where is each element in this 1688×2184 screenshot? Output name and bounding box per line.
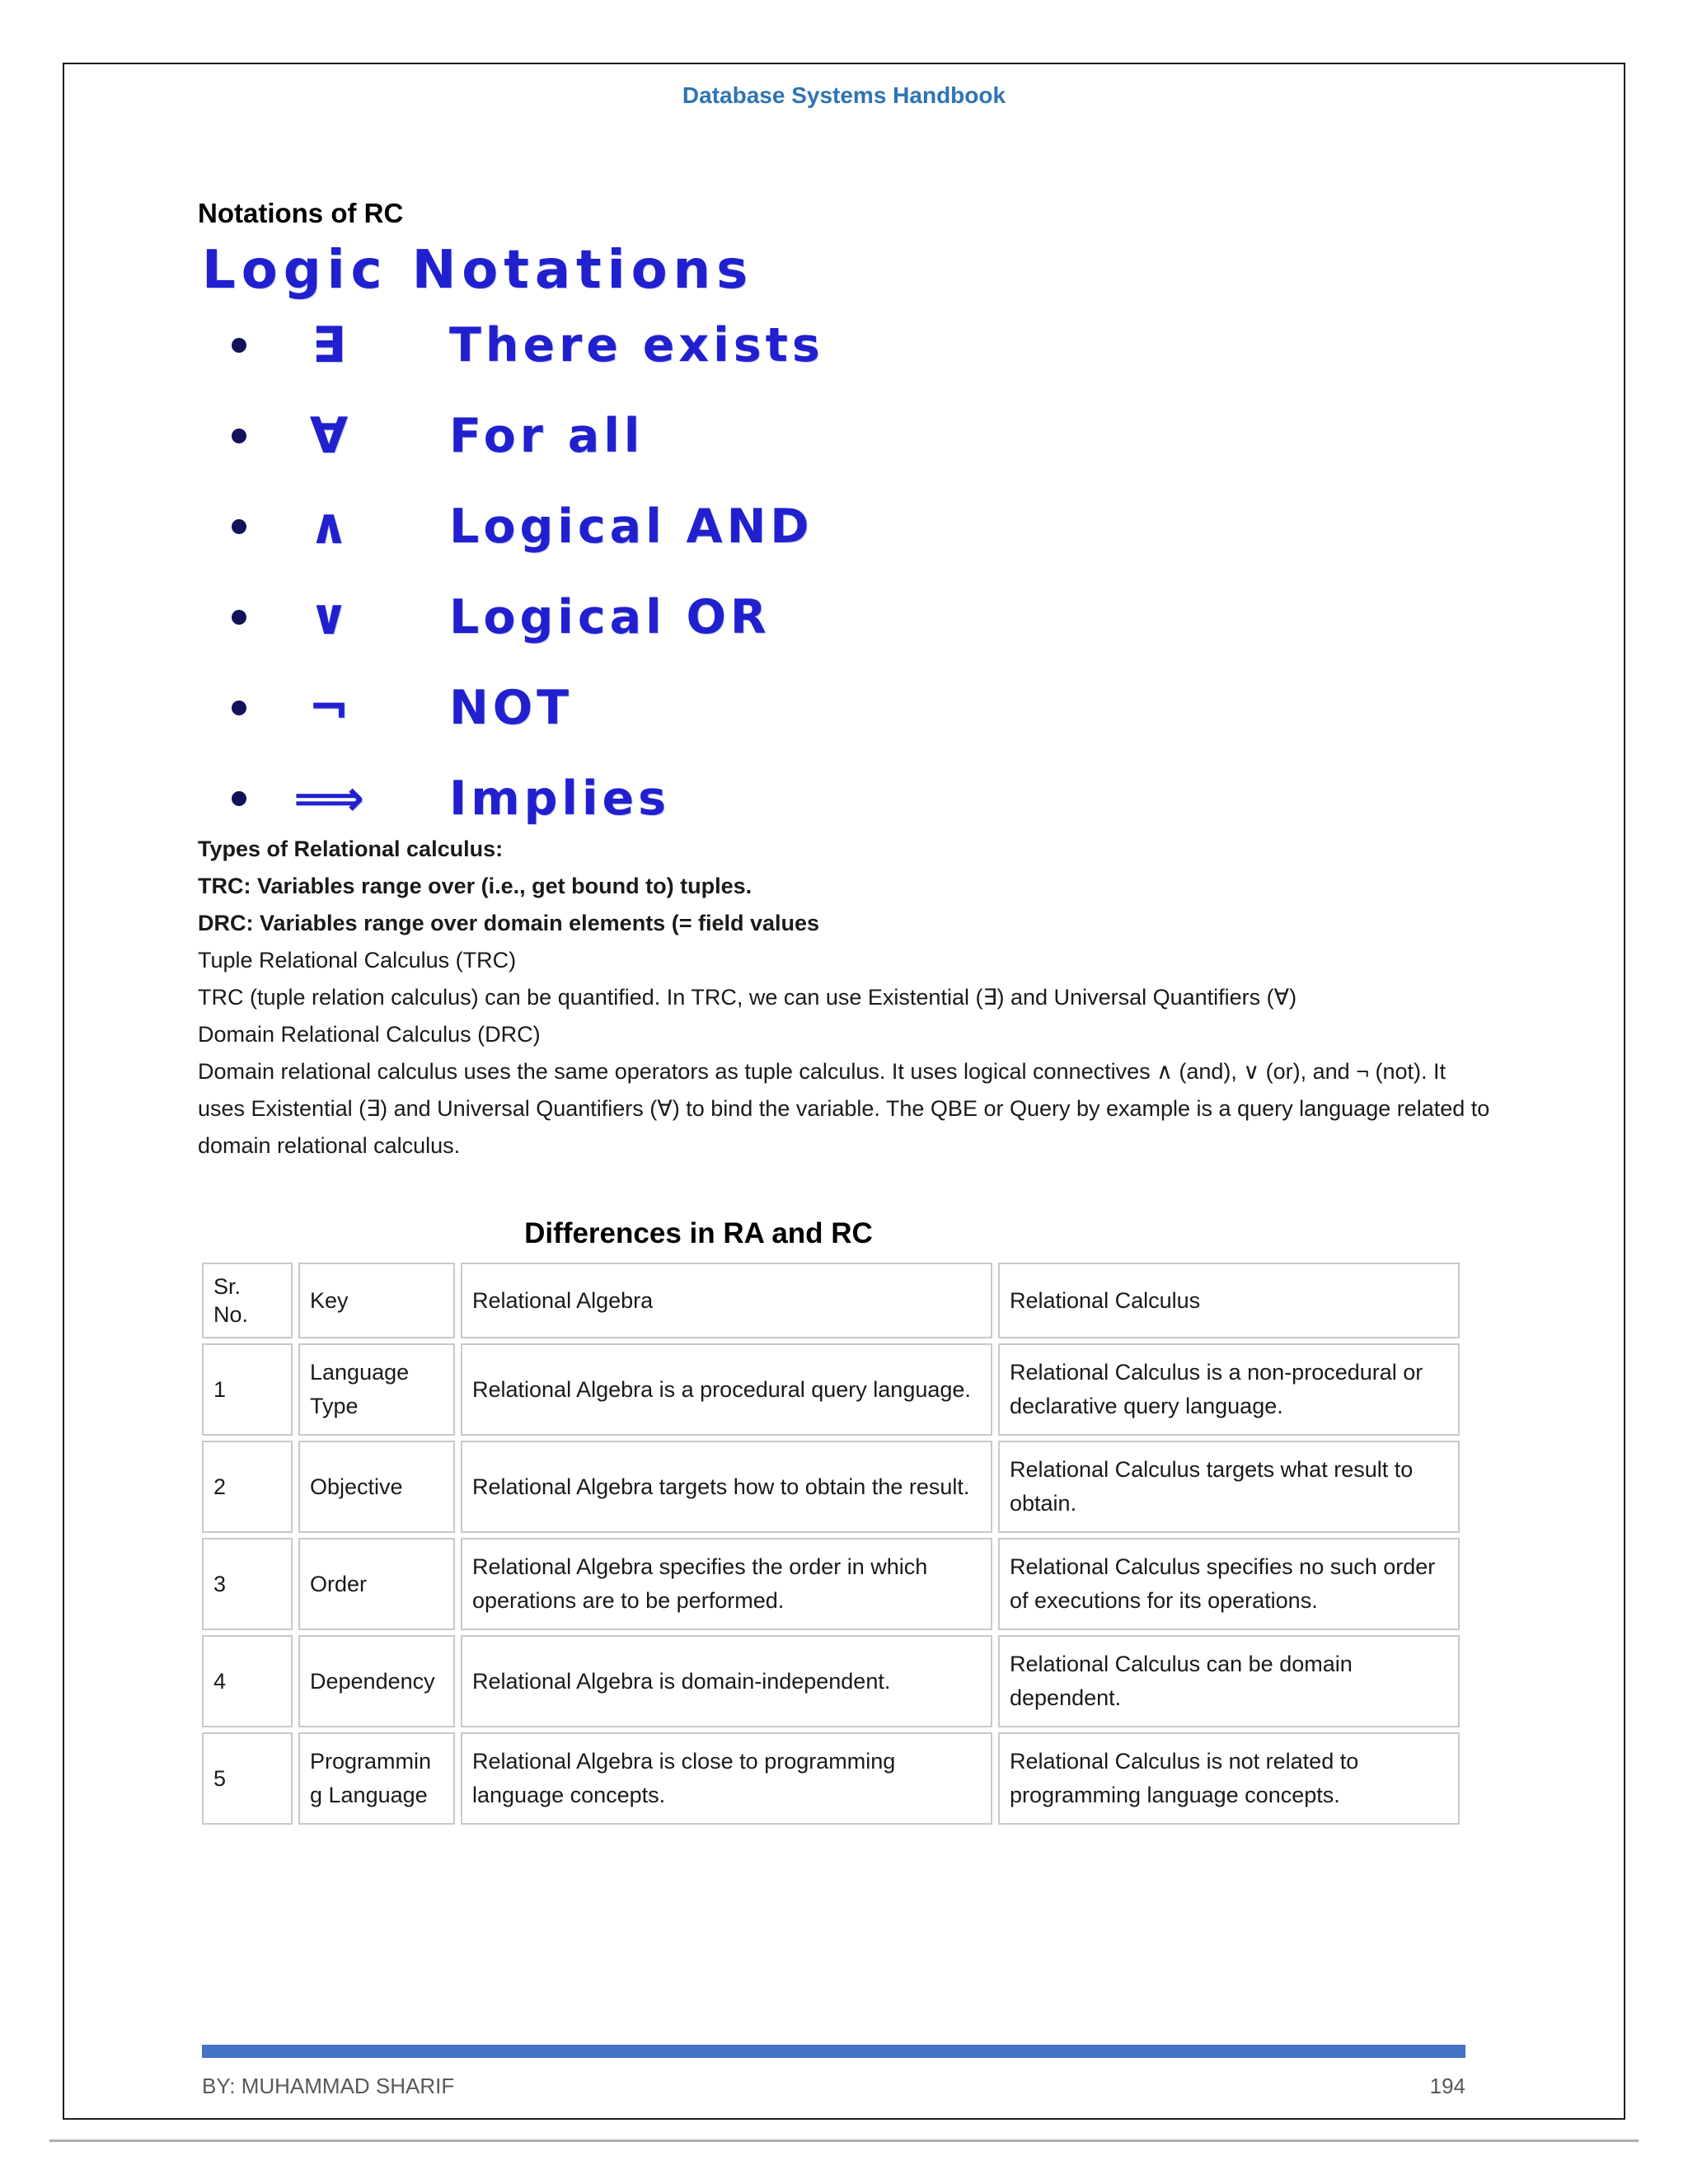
logic-notation-item (202, 663, 1191, 753)
page-edge-line (49, 2139, 1639, 2142)
paragraph: Types of Relational calculus: (198, 837, 504, 861)
table-row (202, 1732, 1460, 1825)
implies-symbol: ⟹ (293, 770, 364, 827)
table-row (202, 1538, 1460, 1630)
table-header-cell: Key (298, 1263, 455, 1338)
table-cell: Objective (298, 1441, 455, 1533)
logic-notation-label: Implies (449, 771, 671, 826)
paragraph: TRC (tuple relation calculus) can be quantified. In TRC, we can use Existential (∃) and Universal Quantifiers (∀) (198, 985, 1297, 1010)
table-row (202, 1441, 1460, 1533)
bullet-icon (232, 701, 246, 715)
logic-notation-label: Logical OR (449, 590, 771, 644)
document-header-title: Database Systems Handbook (682, 82, 1006, 108)
logic-notation-label: NOT (449, 681, 574, 735)
logical-or-symbol: ∨ (308, 588, 349, 646)
table-cell: 1 (202, 1343, 293, 1436)
not-symbol: ¬ (307, 679, 350, 737)
table-row (202, 1343, 1460, 1436)
table-cell: 2 (202, 1441, 293, 1533)
table-cell: Order (298, 1538, 455, 1630)
table-header-cell: Sr. No. (202, 1263, 293, 1338)
table-cell: 3 (202, 1538, 293, 1630)
table-row (202, 1635, 1460, 1727)
bullet-icon (232, 429, 246, 443)
table-cell: Relational Algebra is a procedural query language. (461, 1343, 992, 1436)
table-cell: Relational Calculus is a non-procedural or declarative query language. (998, 1343, 1460, 1436)
paragraph: Domain Relational Calculus (DRC) (198, 1022, 541, 1047)
paragraph: TRC: Variables range over (i.e., get bound to) tuples. (198, 874, 753, 898)
forall-symbol: ∀ (309, 407, 349, 465)
table-cell: Programming Language (298, 1732, 455, 1825)
table-header-cell: Relational Algebra (461, 1263, 992, 1338)
logic-notation-item (202, 391, 1191, 481)
page-footer (202, 2074, 1465, 2099)
logic-notation-label: For all (449, 409, 645, 463)
exists-symbol: ∃ (312, 316, 346, 374)
paragraph: DRC: Variables range over domain elements (= field values (198, 911, 820, 935)
footer-page-number: 194 (1429, 2074, 1465, 2098)
table-header-cell: Relational Calculus (998, 1263, 1460, 1338)
table-cell: Relational Calculus specifies no such order of executions for its operations. (998, 1538, 1460, 1630)
logic-notation-item (202, 481, 1191, 572)
table-cell: Relational Algebra is domain-independent. (461, 1635, 992, 1727)
bullet-icon (232, 791, 246, 806)
table-cell: Relational Calculus can be domain dependent. (998, 1635, 1460, 1727)
table-cell: Relational Algebra targets how to obtain the result. (461, 1441, 992, 1533)
table-cell: Relational Calculus is not related to programming language concepts. (998, 1732, 1460, 1825)
logical-and-symbol: ∧ (308, 498, 349, 555)
logic-notation-label: Logical AND (449, 499, 814, 554)
body-text-block (198, 831, 1492, 1165)
bullet-icon (232, 519, 246, 534)
differences-table (196, 1258, 1465, 1830)
logic-notation-label: There exists (449, 318, 824, 373)
paragraph: Tuple Relational Calculus (TRC) (198, 948, 517, 972)
paragraph: Domain relational calculus uses the same operators as tuple calculus. It uses logical connectives ∧ (and), ∨ (or), and ¬ (not). It uses Existential (∃) and Universal Quantifiers (∀) to bind the variable. The QBE or Query by example is a query language related to domain relational calculus. (198, 1059, 1490, 1158)
footer-author: BY: MUHAMMAD SHARIF (202, 2074, 455, 2098)
logic-figure-title: Logic Notations (202, 240, 754, 301)
table-cell: Language Type (298, 1343, 455, 1436)
logic-notations-figure (202, 241, 1191, 844)
table-cell: Relational Algebra is close to programming language concepts. (461, 1732, 992, 1825)
logic-notation-item (202, 300, 1191, 391)
logic-notation-item (202, 572, 1191, 663)
table-header-row (202, 1263, 1460, 1338)
table-cell: Relational Calculus targets what result to obtain. (998, 1441, 1460, 1533)
table-title: Differences in RA and RC (524, 1217, 873, 1249)
table-cell: Dependency (298, 1635, 455, 1727)
table-cell: 5 (202, 1732, 293, 1825)
section-heading: Notations of RC (198, 198, 404, 228)
bullet-icon (232, 610, 246, 625)
footer-accent-bar (202, 2045, 1465, 2058)
table-cell: 4 (202, 1635, 293, 1727)
table-cell: Relational Algebra specifies the order in which operations are to be performed. (461, 1538, 992, 1630)
bullet-icon (232, 338, 246, 353)
